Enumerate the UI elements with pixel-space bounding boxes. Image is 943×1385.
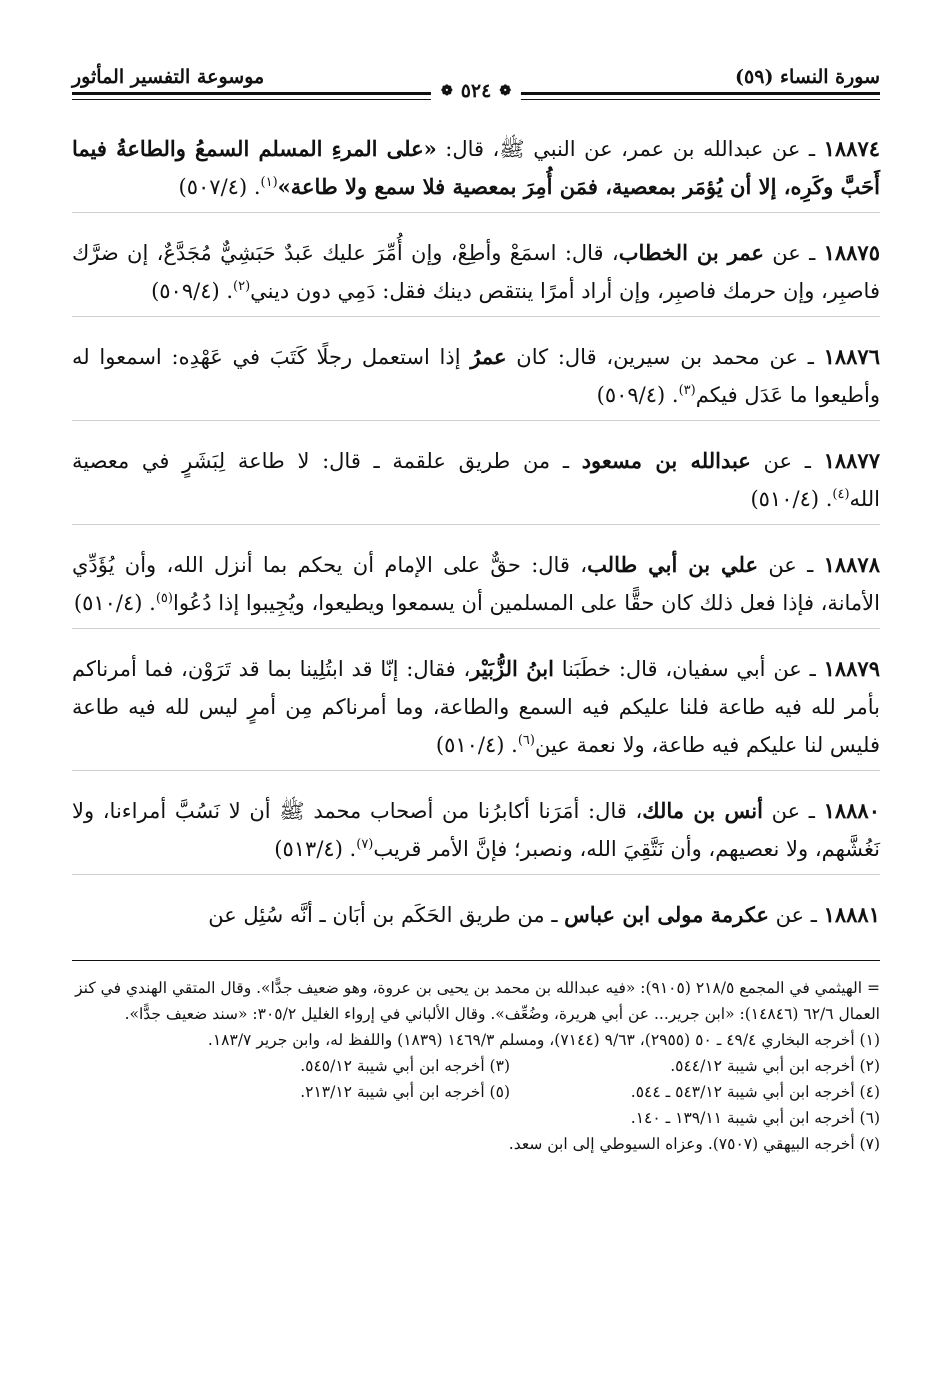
footnote-5: (٥) أخرجه ابن أبي شيبة ٢١٣/١٢. [300,1083,510,1101]
footnote-marker[interactable]: (٧) [356,837,374,852]
narrator-name: عمر بن الخطاب [618,240,764,265]
entry-18874 [72,130,880,213]
footnote-row [72,1079,880,1105]
footnotes [72,975,880,1157]
footnote-marker[interactable]: (٢) [233,279,251,294]
entry-text: ، قال: اسمَعْ وأطِعْ، وإن أُمِّرَ عليك عَبدٌ حَبَشِيٌّ مُجَدَّعٌ، إن ضرَّك فاصبِر، وإن حرمك فاصبِر، وإن أراد أمرًا ينتقص دينك فقل: دَمِي دون ديني [72,241,880,303]
narrator-name: عمرُ [470,344,507,369]
entry-text: ـ من طريق الحَكَم بن أبَان ـ أنَّه سُئِل عن [208,903,565,927]
entry-text: ، قال: أمَرَنا أكابرُنا من أصحاب محمد ﷺ أن لا نَسُبَّ أمراءنا، ولا نَغُشَّهم، ولا نعصيهم، وأن نَتَّقِيَ الله، ونصبر؛ فإنَّ الأمر قريب [72,799,880,861]
footnote-marker[interactable]: (٤) [832,487,850,502]
entry-text: ـ عن [758,553,824,577]
entry-number: ١٨٨٧٦ [823,344,880,369]
entry-text: ، فقال: إنّا قد ابتُلِينا بما قد تَرَوْن، فما أمرناكم بأمر لله فيه طاعة فلنا عليكم فيه السمع والطاعة، وما أمرناكم مِن أمرٍ ليس لله فيه طاعة فليس لنا عليكم فيه طاعة، ولا نعمة عين [72,657,880,757]
entries [72,130,880,940]
entry-text: ـ من طريق علقمة ـ قال: لا طاعة لِبَشَرٍ في معصية الله [72,449,880,511]
footnote-2: (٢) أخرجه ابن أبي شيبة ٥٤٤/١٢. [670,1057,880,1075]
entry-number: ١٨٨٧٨ [823,552,880,577]
entry-18877 [72,442,880,525]
entry-number: ١٨٨٧٤ [823,136,881,161]
page-number: ٥٢٤ [460,80,492,102]
entry-18878 [72,546,880,629]
book-title: موسوعة التفسير المأثور [72,66,265,88]
entry-number: ١٨٨٧٥ [823,240,880,265]
entry-text: ـ عن عبدالله بن عمر، عن النبي ﷺ، قال: [436,137,824,161]
ornament-icon: ❁ [499,83,512,99]
footnote-3: (٣) أخرجه ابن أبي شيبة ٥٤٥/١٢. [300,1057,510,1075]
volume-reference: . (٥٠٧/٤) [178,175,261,199]
hadith-text: «على المرءِ المسلم السمعُ والطاعةُ فيما أَحَبَّ وكَرِه، إلا أن يُؤمَر بمعصية، فمَن أُمِرَ بمعصية فلا سمع ولا طاعة» [72,136,880,199]
volume-reference: . (٥١٠/٤) [435,733,518,757]
entry-text: ـ عن [762,799,824,823]
entry-18879 [72,650,880,771]
footnote-marker[interactable]: (٥) [155,591,173,606]
page [72,52,880,1157]
entry-text: ـ عن [768,903,824,927]
footnote-4: (٤) أخرجه ابن أبي شيبة ٥٤٣/١٢ ـ ٥٤٤. [630,1083,880,1101]
entry-number: ١٨٨٧٧ [823,448,880,473]
volume-reference: . (٥٠٩/٤) [151,279,234,303]
entry-text: ـ عن [750,449,824,473]
page-header [72,52,880,102]
narrator-name: علي بن أبي طالب [587,552,759,577]
footnote-marker[interactable]: (٦) [517,733,535,748]
entry-text: ـ عن [763,241,824,265]
volume-reference: . (٥١٠/٤) [750,487,833,511]
entry-text: ـ عن محمد بن سيرين، قال: كان [506,345,824,369]
footnote-continued: = الهيثمي في المجمع ٢١٨/٥ (٩١٠٥): «فيه عبدالله بن محمد بن يحيى بن عروة، وهو ضعيف جدًّا». وقال المتقي الهندي في كنز العمال ٦٢/٦ (١٤٨٤٦): «ابن جرير... عن أبي هريرة، وضُعِّف». وقال الألباني في إرواء الغليل ٣٠٥/٢: «سند ضعيف جدًّا». [75,979,880,1023]
narrator-name: عبدالله بن مسعود [581,448,751,473]
surah-title: سورة النساء (٥٩) [735,66,880,88]
entry-number: ١٨٨٨١ [823,902,880,927]
footnote-1: (١) أخرجه البخاري ٤٩/٤ ـ ٥٠ (٢٩٥٥)، ٩/٦٣ (٧١٤٤)، ومسلم ١٤٦٩/٣ (١٨٣٩) واللفظ له، وابن جرير ١٨٣/٧. [207,1031,880,1049]
entry-18880 [72,792,880,875]
entry-text: إذا استعمل رجلًا كَتَبَ في عَهْدِه: اسمعوا له وأطيعوا ما عَدَل فيكم [72,345,880,407]
ornament-icon: ❁ [440,83,453,99]
volume-reference: . (٥١٣/٤) [274,837,357,861]
entry-text: ، قال: حقٌّ على الإمام أن يحكم بما أنزل الله، وأن يُؤَدِّي الأمانة، فإذا فعل ذلك كان حقًّا على المسلمين أن يسمعوا ويطيعوا، ويُجِيبوا إذا دُعُوا [72,553,880,615]
footnote-separator [72,960,880,961]
footnote-marker[interactable]: (١) [260,175,278,190]
volume-reference: . (٥٠٩/٤) [596,383,679,407]
footnote-marker[interactable]: (٣) [678,383,696,398]
page-number-box [431,80,521,102]
entry-text: ـ عن أبي سفيان، قال: خطَبَنا [553,657,824,681]
narrator-name: عكرمة مولى ابن عباس [564,902,769,927]
narrator-name: ابنُ الزُّبَيْر [470,656,554,681]
volume-reference: . (٥١٠/٤) [73,591,156,615]
entry-18881 [72,896,880,940]
entry-18876 [72,338,880,421]
entry-number: ١٨٨٨٠ [823,798,880,823]
narrator-name: أنس بن مالك [642,798,763,823]
footnote-6: (٦) أخرجه ابن أبي شيبة ١٣٩/١١ ـ ١٤٠. [630,1109,880,1127]
footnote-7: (٧) أخرجه البيهقي (٧٥٠٧). وعزاه السيوطي إلى ابن سعد. [508,1135,880,1153]
entry-18875 [72,234,880,317]
entry-number: ١٨٨٧٩ [823,656,880,681]
footnote-row [72,1053,880,1079]
